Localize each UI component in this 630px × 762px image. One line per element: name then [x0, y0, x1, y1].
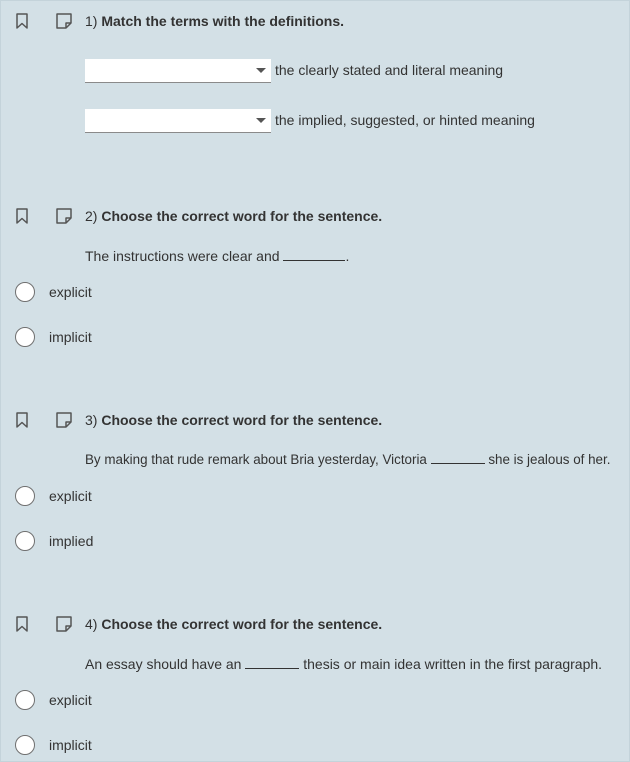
answer-blank [245, 667, 299, 669]
chevron-down-icon [256, 118, 266, 123]
note-icon[interactable] [55, 12, 73, 30]
option-explicit[interactable] [15, 486, 215, 508]
question-number: 1) [85, 13, 98, 29]
radio-button[interactable] [15, 531, 35, 551]
radio-button[interactable] [15, 486, 35, 506]
chevron-down-icon [256, 68, 266, 73]
question-prompt: Match the terms with the definitions. [101, 13, 345, 29]
option-implicit[interactable] [15, 735, 215, 757]
question-title [85, 13, 344, 29]
option-implicit[interactable] [15, 327, 215, 349]
option-explicit[interactable] [15, 690, 215, 712]
question-title [85, 208, 382, 224]
sentence-after: . [345, 248, 350, 264]
option-label: explicit [49, 692, 92, 708]
bookmark-icon[interactable] [16, 208, 28, 224]
radio-button[interactable] [15, 690, 35, 710]
question-title [85, 412, 382, 428]
question-prompt: Choose the correct word for the sentence. [101, 616, 383, 632]
option-label: implicit [49, 737, 92, 753]
bookmark-icon[interactable] [16, 13, 28, 29]
sentence-after: she is jealous of her. [488, 452, 611, 467]
question-sentence [85, 452, 610, 467]
question-2-header [1, 206, 621, 228]
option-implied[interactable] [15, 531, 215, 553]
sentence-before: By making that rude remark about Bria yesterday, Victoria [85, 452, 427, 467]
radio-button[interactable] [15, 282, 35, 302]
bookmark-icon[interactable] [16, 412, 28, 428]
answer-blank [283, 259, 345, 261]
option-label: explicit [49, 488, 92, 504]
question-1-header [1, 11, 621, 33]
note-icon[interactable] [55, 207, 73, 225]
question-number: 4) [85, 616, 98, 632]
question-prompt: Choose the correct word for the sentence. [101, 412, 383, 428]
option-label: implicit [49, 329, 92, 345]
sentence-after: thesis or main idea written in the first paragraph. [303, 656, 603, 672]
question-sentence [85, 248, 349, 264]
radio-button[interactable] [15, 735, 35, 755]
bookmark-icon[interactable] [16, 616, 28, 632]
match-dropdown-1[interactable] [85, 59, 271, 83]
question-number: 2) [85, 208, 98, 224]
note-icon[interactable] [55, 411, 73, 429]
answer-blank [431, 462, 485, 464]
option-label: explicit [49, 284, 92, 300]
radio-button[interactable] [15, 327, 35, 347]
definition-label-1: the clearly stated and literal meaning [275, 62, 504, 78]
question-number: 3) [85, 412, 98, 428]
question-sentence [85, 656, 602, 672]
option-explicit[interactable] [15, 282, 215, 304]
question-4-header [1, 614, 621, 636]
sentence-before: The instructions were clear and [85, 248, 280, 264]
question-title [85, 616, 382, 632]
question-3-header [1, 410, 621, 432]
definition-label-2: the implied, suggested, or hinted meaning [275, 112, 535, 128]
match-dropdown-2[interactable] [85, 109, 271, 133]
note-icon[interactable] [55, 615, 73, 633]
question-prompt: Choose the correct word for the sentence. [101, 208, 383, 224]
sentence-before: An essay should have an [85, 656, 242, 672]
option-label: implied [49, 533, 94, 549]
